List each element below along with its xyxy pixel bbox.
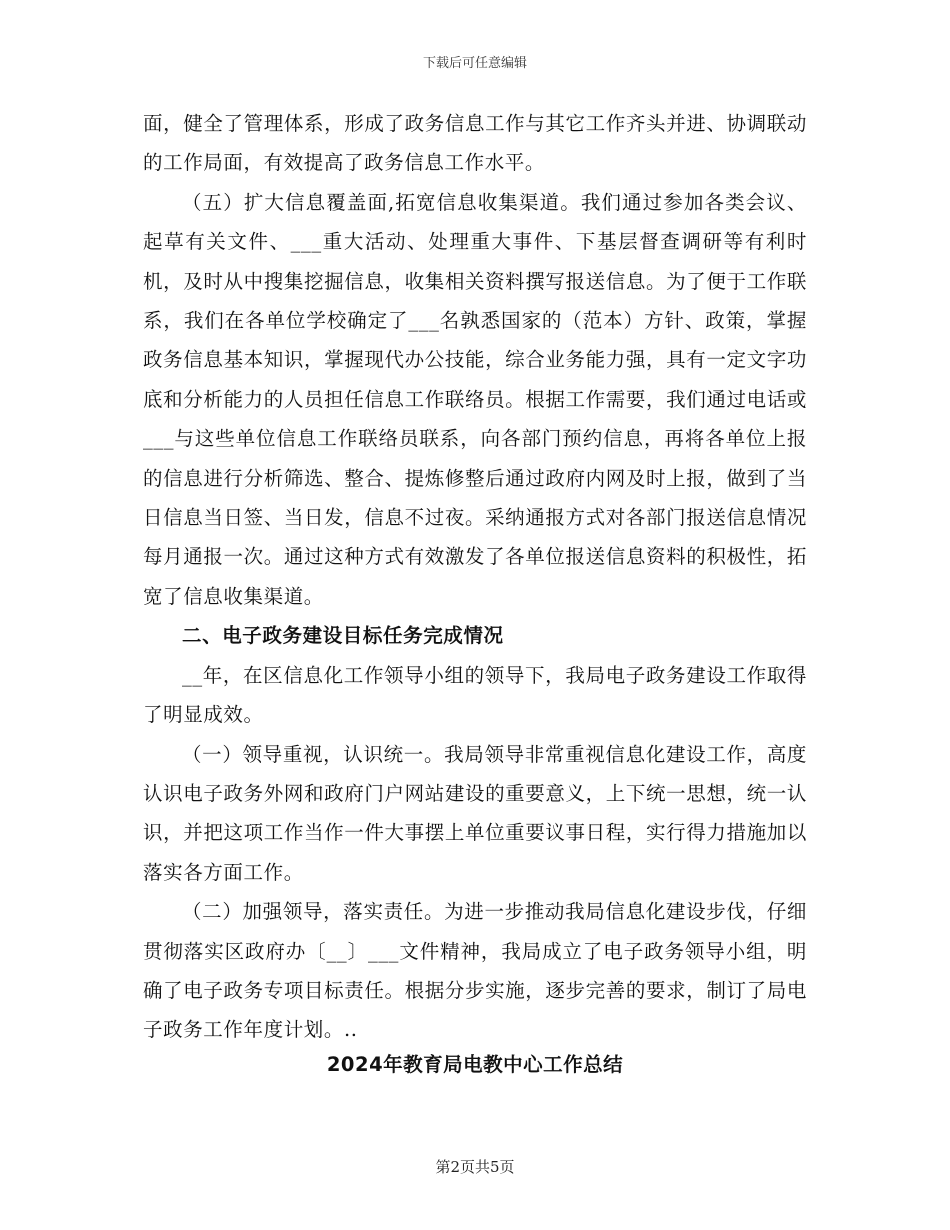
- page-number: 第2页共5页: [435, 1158, 515, 1176]
- section-heading: 二、电子政务建设目标任务完成情况: [182, 624, 504, 648]
- paragraph-section-five: （五）扩大信息覆盖面,拓宽信息收集渠道。我们通过参加各类会议、起草有关文件、___重大活动、处理重大事件、下基层督查调研等有利时机，及时从中搜集挖掘信息，收集相关资料撰写报送信息。为了便于工作联系，我们在各单位学校确定了___名孰悉国家的（范本）方针、政策，掌握政务信息基本知识，掌握现代办公技能，综合业务能力强，具有一定文字功底和分析能力的人员担任信息工作联络员。根据工作需要，我们通过电话或___与这些单位信息工作联络员联系，向各部门预约信息，再将各单位上报的信息进行分析筛选、整合、提炼修整后通过政府内网及时上报，做到了当日信息当日签、当日发，信息不过夜。采纳通报方式对各部门报送信息情况每月通报一次。通过这种方式有效激发了各单位报送信息资料的积极性，拓宽了信息收集渠道。: [143, 190, 807, 608]
- page-header-note: 下载后可任意编辑: [422, 56, 527, 71]
- paragraph-item-two: （二）加强领导，落实责任。为进一步推动我局信息化建设步伐，仔细贯彻落实区政府办〔__〕___文件精神，我局成立了电子政务领导小组，明确了电子政务专项目标责任。根据分步实施，逐步完善的要求，制订了局电子政务工作年度计划。..: [143, 900, 807, 1042]
- document-body: [143, 104, 807, 1050]
- document-title: 2024年教育局电教中心工作总结: [326, 1053, 624, 1076]
- paragraph-intro: __年，在区信息化工作领导小组的领导下，我局电子政务建设工作取得了明显成效。: [143, 663, 807, 727]
- paragraph-item-one: （一）领导重视，认识统一。我局领导非常重视信息化建设工作，高度认识电子政务外网和政府门户网站建设的重要意义，上下统一思想，统一认识，并把这项工作当作一件大事摆上单位重要议事日程，实行得力措施加以落实各方面工作。: [143, 742, 807, 884]
- paragraph-continuation: 面，健全了管理体系，形成了政务信息工作与其它工作齐头并进、协调联动的工作局面，有效提高了政务信息工作水平。: [143, 112, 807, 175]
